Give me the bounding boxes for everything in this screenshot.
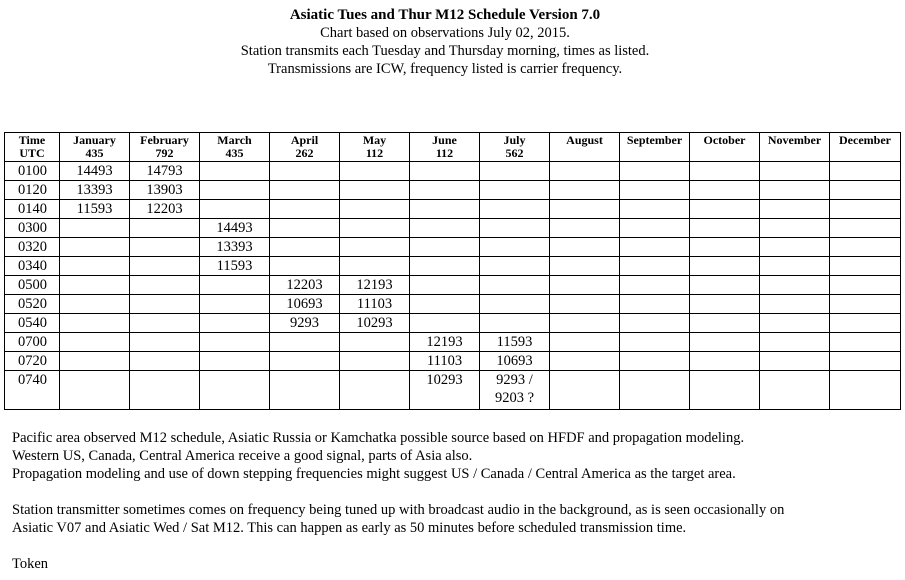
frequency-cell: 11103 [340,295,410,314]
table-row [5,162,901,181]
table-row [5,238,901,257]
month-name: January [73,133,116,147]
utc-header-label: UTC [19,145,45,160]
frequency-cell [200,276,270,295]
frequency-cell [830,371,901,410]
time-cell: 0740 [5,371,60,410]
note-line: Western US, Canada, Central America receive a good signal, parts of Asia also. [12,448,473,464]
frequency-cell [830,219,901,238]
frequency-cell [130,219,200,238]
frequency-cell [690,333,760,352]
frequency-cell: 14493 [60,162,130,181]
frequency-cell [830,352,901,371]
month-count: 792 [155,145,174,160]
month-header-july [480,133,550,162]
frequency-cell [200,162,270,181]
frequency-cell: 12203 [270,276,340,295]
month-name: May [362,133,387,147]
time-cell: 0540 [5,314,60,333]
frequency-cell [830,314,901,333]
month-count: 435 [225,145,244,160]
frequency-cell [760,371,830,410]
frequency-cell [690,295,760,314]
frequency-cell [480,238,550,257]
note-line: Propagation modeling and use of down stepping frequencies might suggest US / Canada / Central America as the target area. [12,466,736,482]
time-cell: 0120 [5,181,60,200]
frequency-cell: 11103 [410,352,480,371]
frequency-cell [760,314,830,333]
document-header [0,6,890,78]
month-header-march [200,133,270,162]
frequency-cell [620,219,690,238]
frequency-cell [200,333,270,352]
frequency-cell [200,314,270,333]
month-name: June [432,133,457,147]
frequency-cell [830,181,901,200]
frequency-cell [130,295,200,314]
month-header-may [340,133,410,162]
frequency-cell [60,276,130,295]
time-cell: 0500 [5,276,60,295]
frequency-cell [620,314,690,333]
frequency-cell [760,257,830,276]
month-name: July [503,133,526,147]
note-line: Asiatic V07 and Asiatic Wed / Sat M12. This can happen as early as 50 minutes before scheduled transmission time. [12,520,687,536]
note-line: Pacific area observed M12 schedule, Asiatic Russia or Kamchatka possible source based on HFDF and propagation modeling. [12,430,745,446]
frequency-cell [410,276,480,295]
frequency-cell: 10293 [410,371,480,410]
frequency-cell [60,352,130,371]
frequency-cell [130,314,200,333]
frequency-cell [200,295,270,314]
month-header-january [60,133,130,162]
schedule-table [4,132,901,410]
note-line: Station transmitter sometimes comes on frequency being tuned up with broadcast audio in the background, as is seen occasionally on [12,502,785,518]
table-row [5,181,901,200]
frequency-cell: 10693 [480,352,550,371]
frequency-cell [130,238,200,257]
frequency-cell: 12193 [410,333,480,352]
time-header-label: Time [18,133,46,147]
frequency-cell [830,295,901,314]
frequency-cell [760,352,830,371]
table-row [5,314,901,333]
frequency-cell [830,257,901,276]
frequency-cell [200,371,270,410]
frequency-cell [340,181,410,200]
frequency-cell: 10293 [340,314,410,333]
frequency-cell [480,295,550,314]
frequency-cell [340,162,410,181]
frequency-cell [200,181,270,200]
frequency-cell [480,181,550,200]
month-name: December [839,133,891,147]
frequency-cell [690,238,760,257]
frequency-cell [550,371,620,410]
frequency-cell [200,352,270,371]
frequency-cell [620,295,690,314]
month-name: April [290,133,319,147]
frequency-cell [620,257,690,276]
frequency-cell [620,352,690,371]
frequency-cell [760,162,830,181]
frequency-cell [270,238,340,257]
schedule-header-row [5,133,901,162]
frequency-cell [270,333,340,352]
time-cell: 0300 [5,219,60,238]
frequency-cell [480,257,550,276]
frequency-cell [550,219,620,238]
month-count: 562 [505,145,524,160]
frequency-cell: 11593 [60,200,130,219]
frequency-cell [410,200,480,219]
time-cell: 0140 [5,200,60,219]
table-row [5,257,901,276]
frequency-cell: 11593 [480,333,550,352]
month-header-june [410,133,480,162]
frequency-cell [690,219,760,238]
frequency-cell [830,333,901,352]
notes-section [12,429,897,573]
time-cell: 0100 [5,162,60,181]
frequency-cell [690,371,760,410]
frequency-cell [130,276,200,295]
frequency-cell [270,371,340,410]
frequency-cell: 9293 [270,314,340,333]
frequency-cell [690,181,760,200]
frequency-cell [550,352,620,371]
frequency-cell [270,162,340,181]
month-name: March [217,133,252,147]
month-name: September [626,133,683,147]
frequency-cell-line: 9293 / [496,372,533,388]
month-name: February [140,133,189,147]
frequency-cell [550,162,620,181]
frequency-cell [620,333,690,352]
frequency-cell [550,276,620,295]
frequency-cell [550,333,620,352]
frequency-cell [480,276,550,295]
month-header-october [690,133,760,162]
table-row [5,333,901,352]
frequency-cell [270,219,340,238]
frequency-cell [550,181,620,200]
frequency-cell: 12203 [130,200,200,219]
frequency-cell [760,238,830,257]
frequency-cell: 13393 [60,181,130,200]
frequency-cell [60,314,130,333]
frequency-cell [60,333,130,352]
frequency-cell [270,200,340,219]
time-cell: 0700 [5,333,60,352]
frequency-cell [690,257,760,276]
frequency-cell: 12193 [340,276,410,295]
frequency-cell [340,352,410,371]
frequency-cell [340,257,410,276]
frequency-cell [340,238,410,257]
frequency-cell [690,200,760,219]
frequency-cell [130,257,200,276]
frequency-cell [830,276,901,295]
month-count: 435 [85,145,104,160]
month-header-december [830,133,901,162]
frequency-cell: 13393 [200,238,270,257]
frequency-cell [410,257,480,276]
frequency-cell [620,181,690,200]
frequency-cell [760,219,830,238]
schedule-body [5,162,901,410]
month-header-september [620,133,690,162]
frequency-cell [760,181,830,200]
frequency-cell [550,314,620,333]
frequency-cell [550,238,620,257]
month-name: November [767,133,822,147]
frequency-cell [340,333,410,352]
frequency-cell [340,200,410,219]
frequency-cell [480,162,550,181]
frequency-cell [60,257,130,276]
table-row [5,352,901,371]
frequency-cell [760,276,830,295]
frequency-cell [200,200,270,219]
frequency-cell: 14793 [130,162,200,181]
table-row [5,219,901,238]
frequency-cell [550,295,620,314]
frequency-cell [270,352,340,371]
frequency-cell [60,238,130,257]
frequency-cell [830,200,901,219]
table-row [5,276,901,295]
time-cell: 0720 [5,352,60,371]
frequency-cell [410,238,480,257]
month-header-november [760,133,830,162]
frequency-cell [340,371,410,410]
frequency-cell [60,219,130,238]
month-name: August [566,133,603,147]
frequency-cell [340,219,410,238]
frequency-cell [410,181,480,200]
document-title: Asiatic Tues and Thur M12 Schedule Version 7.0 [289,7,601,23]
frequency-cell: 14493 [200,219,270,238]
frequency-cell [410,162,480,181]
frequency-cell-line: 9203 ? [494,390,535,406]
frequency-cell [760,333,830,352]
frequency-cell [760,200,830,219]
frequency-cell [830,162,901,181]
frequency-cell [410,219,480,238]
frequency-cell [690,314,760,333]
frequency-cell [410,295,480,314]
frequency-cell [60,295,130,314]
table-row [5,295,901,314]
frequency-cell [620,238,690,257]
frequency-cell [550,200,620,219]
header-line-mode: Transmissions are ICW, frequency listed is carrier frequency. [267,61,623,77]
frequency-cell [410,314,480,333]
frequency-cell [620,371,690,410]
month-count: 262 [295,145,314,160]
frequency-cell [830,238,901,257]
signature: Token [12,556,49,572]
frequency-cell [620,276,690,295]
header-line-schedule-days: Station transmits each Tuesday and Thursday morning, times as listed. [240,43,650,59]
frequency-cell [690,162,760,181]
frequency-cell [130,352,200,371]
frequency-cell [270,181,340,200]
frequency-cell: 13903 [130,181,200,200]
frequency-cell [690,352,760,371]
time-cell: 0320 [5,238,60,257]
frequency-cell [480,219,550,238]
frequency-cell [270,257,340,276]
frequency-cell [550,257,620,276]
frequency-cell [480,200,550,219]
month-count: 112 [435,145,454,160]
table-row [5,200,901,219]
frequency-cell [620,200,690,219]
month-name: October [703,133,746,147]
time-cell: 0520 [5,295,60,314]
frequency-cell: 10693 [270,295,340,314]
frequency-cell [130,333,200,352]
header-line-observation-date: Chart based on observations July 02, 2015. [320,25,570,41]
frequency-cell [130,371,200,410]
frequency-cell [620,162,690,181]
month-header-february [130,133,200,162]
frequency-cell [480,314,550,333]
frequency-cell: 11593 [200,257,270,276]
time-utc-header [5,133,60,162]
frequency-cell [760,295,830,314]
month-header-april [270,133,340,162]
time-cell: 0340 [5,257,60,276]
month-header-august [550,133,620,162]
frequency-cell [690,276,760,295]
table-row [5,371,901,410]
month-count: 112 [365,145,384,160]
frequency-cell [480,371,550,410]
frequency-cell [60,371,130,410]
